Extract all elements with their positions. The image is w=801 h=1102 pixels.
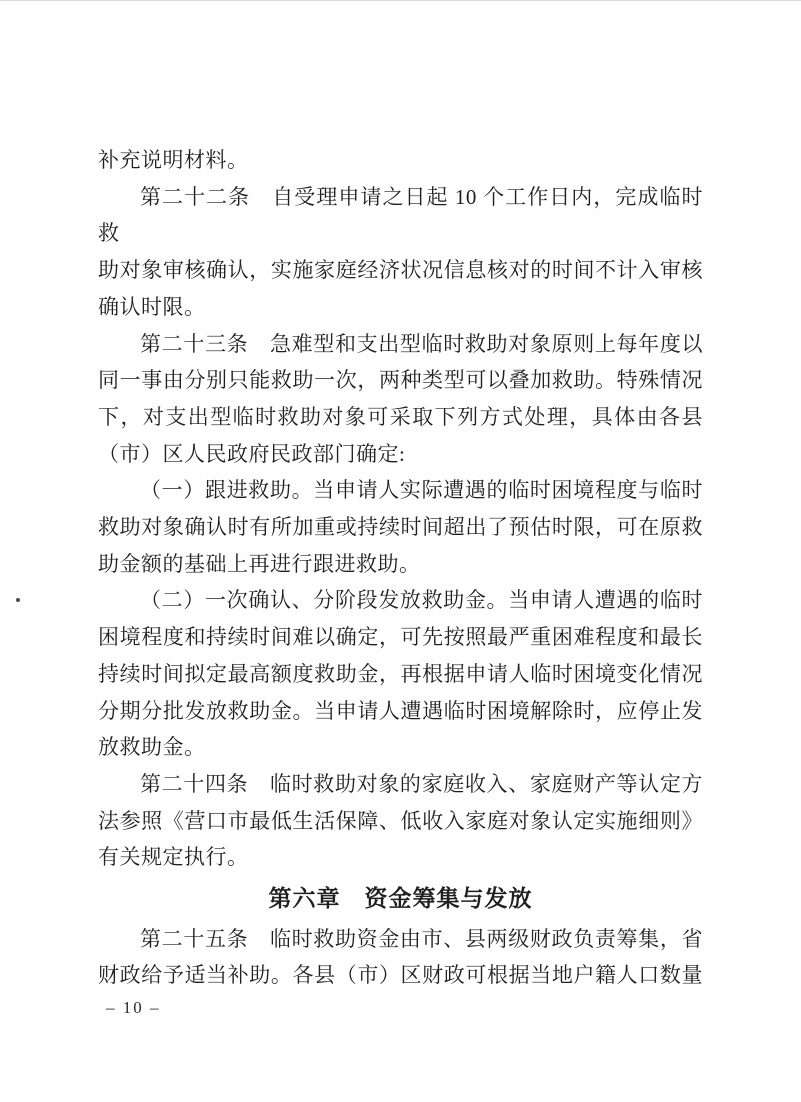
document-line: （一）跟进救助。当申请人实际遭遇的临时困境程度与临时 [140, 478, 703, 503]
document-line: 有关规定执行。 [98, 845, 249, 870]
document-line: 困境程度和持续时间难以确定，可先按照最严重困难程度和最长 [98, 625, 703, 650]
document-line: 放救助金。 [98, 735, 206, 760]
document-line: 持续时间拟定最高额度救助金，再根据申请人临时困境变化情况 [98, 661, 703, 686]
document-line: 确认时限。 [98, 294, 206, 319]
document-line: 分期分批发放救助金。当申请人遭遇临时困境解除时，应停止发 [98, 698, 703, 723]
chapter-heading: 第六章 资金筹集与发放 [268, 886, 533, 913]
margin-speck [16, 598, 20, 602]
document-line: 下，对支出型临时救助对象可采取下列方式处理，具体由各县 [98, 404, 703, 429]
document-line: （二）一次确认、分阶段发放救助金。当申请人遭遇的临时 [140, 588, 703, 613]
document-line: 第二十四条 临时救助对象的家庭收入、家庭财产等认定方 [140, 771, 703, 796]
scan-edge-line [0, 0, 801, 1]
document-line: 救助对象确认时有所加重或持续时间超出了预估时限，可在原救 [98, 515, 703, 540]
document-line: 助金额的基础上再进行跟进救助。 [98, 551, 421, 576]
page-number: – 10 – [106, 998, 161, 1017]
document-line: 第二十二条 自受理申请之日起 10 个工作日内，完成临时救 [98, 184, 703, 246]
document-line: （市）区人民政府民政部门确定: [98, 441, 406, 466]
document-body [98, 142, 703, 994]
document-line: 同一事由分别只能救助一次，两种类型可以叠加救助。特殊情况 [98, 368, 703, 393]
document-line: 财政给予适当补助。各县（市）区财政可根据当地户籍人口数量 [98, 963, 703, 988]
document-line: 第二十五条 临时救助资金由市、县两级财政负责筹集，省 [140, 926, 703, 951]
document-line: 助对象审核确认，实施家庭经济状况信息核对的时间不计入审核 [98, 258, 703, 283]
document-line: 补充说明材料。 [98, 148, 249, 172]
document-line: 法参照《营口市最低生活保障、低收入家庭对象认定实施细则》 [98, 808, 703, 833]
document-line: 第二十三条 急难型和支出型临时救助对象原则上每年度以 [140, 331, 703, 356]
